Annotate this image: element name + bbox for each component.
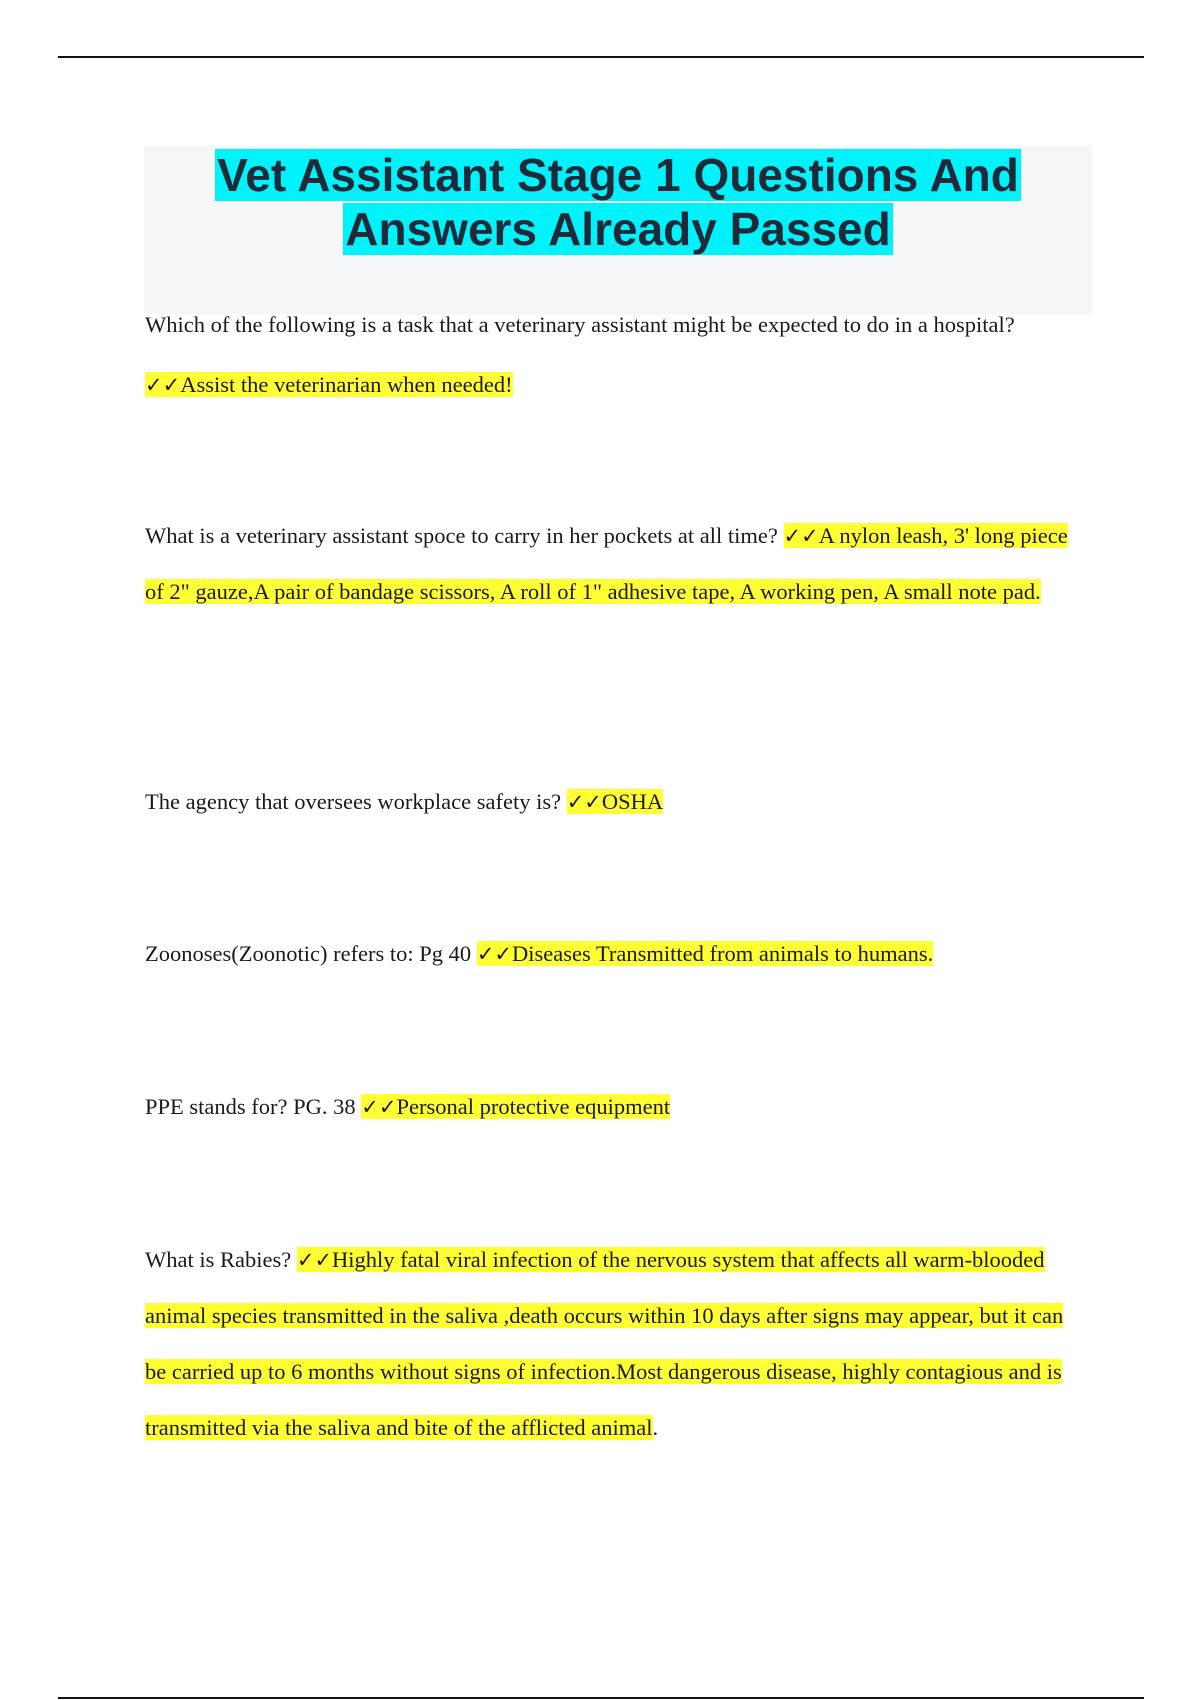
question-1 [145,295,1085,355]
bottom-rule [58,1697,1144,1699]
document-title-line-1: Vet Assistant Stage 1 Questions And [217,149,1019,201]
answer-4-highlight [477,941,933,966]
answer-2-text: A nylon leash, 3' long piece of 2" gauze,A pair of bandage scissors, A roll of 1" adhesive tape, A working pen, A small note pad. [145,523,1068,604]
question-2 [145,508,1085,620]
answer-1-text: Assist the veterinarian when needed! [180,372,513,397]
top-rule [58,56,1144,58]
answer-6-trailing-period: . [652,1415,659,1440]
question-2-text: What is a veterinary assistant spoce to carry in her pockets at all time? [145,523,784,548]
answer-4-text: Diseases Transmitted from animals to humans. [512,941,934,966]
answer-3-highlight [567,789,663,814]
title-block [144,146,1092,314]
question-4-text: Zoonoses(Zoonotic) refers to: Pg 40 [145,941,477,966]
document-title-line-2: Answers Already Passed [345,203,891,255]
question-5 [145,1077,1085,1137]
question-4 [145,924,1085,984]
question-5-text: PPE stands for? PG. 38 [145,1094,362,1119]
double-check-icon: ✓✓ [145,373,181,397]
answer-5-text: Personal protective equipment [396,1094,671,1119]
document-title [144,146,1092,256]
double-check-icon: ✓✓ [566,790,602,814]
double-check-icon: ✓✓ [783,524,819,548]
double-check-icon: ✓✓ [361,1095,397,1119]
question-6 [145,1232,1085,1456]
answer-1 [145,355,1085,415]
double-check-icon: ✓✓ [476,942,513,966]
question-3 [145,772,1085,832]
answer-6-text: Highly fatal viral infection of the nervous system that affects all warm-blooded animal species transmitted in the saliva ,death occurs within 10 days after signs may appear, but it can be carried up to 6 months without signs of infection.Most dangerous disease, highly contagious and is transmitted via the saliva and bite of the afflicted animal [145,1247,1064,1440]
answer-1-highlight [145,372,513,397]
question-3-text: The agency that oversees workplace safety is? [145,789,567,814]
answer-5-highlight [361,1094,670,1119]
double-check-icon: ✓✓ [296,1248,333,1272]
answer-6-highlight [145,1247,1063,1440]
question-6-text: What is Rabies? [145,1247,297,1272]
question-1-text: Which of the following is a task that a veterinary assistant might be expected to do in a hospital? [145,312,1015,337]
answer-3-text: OSHA [601,789,664,814]
